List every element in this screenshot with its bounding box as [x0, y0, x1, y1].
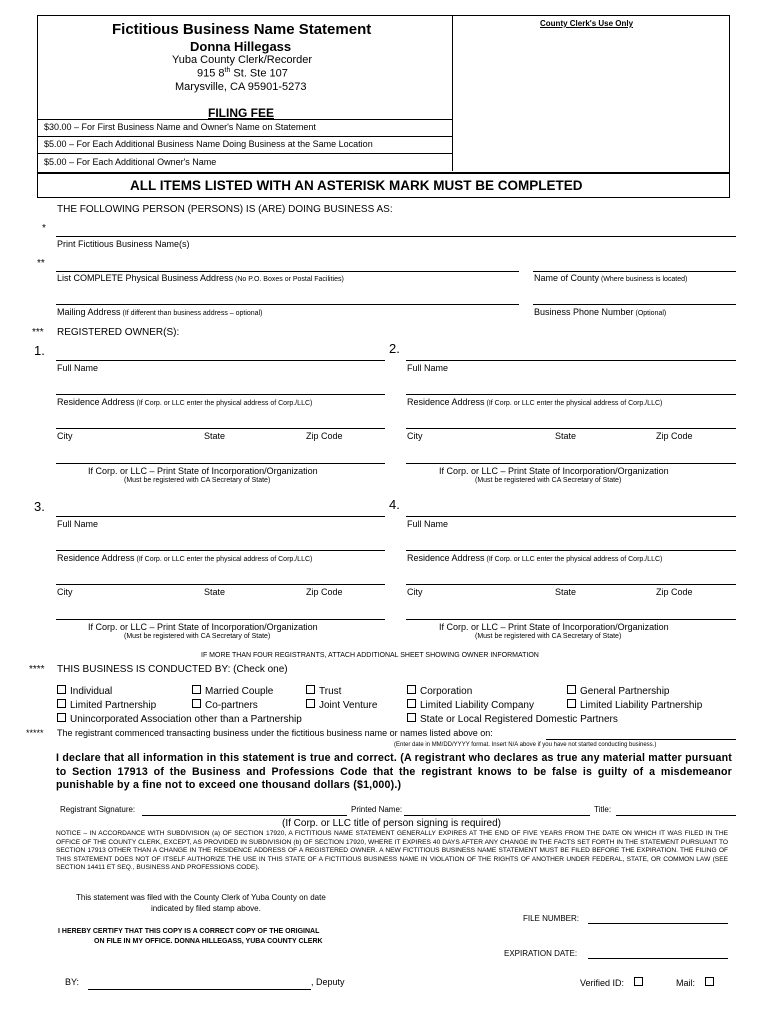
owner-3-city-label: City — [57, 587, 73, 597]
business-address-label-text: List COMPLETE Physical Business Address — [57, 273, 234, 283]
option-unincorporated-label: Unincorporated Association other than a Partnership — [70, 714, 302, 725]
deputy-label: , Deputy — [311, 977, 345, 987]
asterisk-banner: ALL ITEMS LISTED WITH AN ASTERISK MARK MUST BE COMPLETED — [130, 178, 583, 193]
office-name: Yuba County Clerk/Recorder — [172, 54, 313, 66]
owner-3-residence-label — [57, 553, 312, 563]
owner-4-residence-label — [407, 553, 662, 563]
option-limited-partnership[interactable] — [57, 699, 156, 711]
owner-4-city-line[interactable] — [406, 584, 736, 585]
owner-3-number: 3. — [34, 499, 45, 514]
checkbox-limited-partnership[interactable] — [57, 699, 66, 708]
owner-2-zip-label: Zip Code — [656, 431, 693, 441]
owner-1-incorp-note: (Must be registered with CA Secretary of State) — [124, 477, 271, 484]
owner-3-incorp-note: (Must be registered with CA Secretary of State) — [124, 633, 271, 640]
owner-2-incorp-note: (Must be registered with CA Secretary of State) — [475, 477, 622, 484]
checkbox-joint-venture[interactable] — [306, 699, 315, 708]
header-box — [37, 15, 730, 174]
address-suffix: th — [224, 67, 231, 74]
owner-3-name-line[interactable] — [56, 516, 385, 517]
option-corporation[interactable] — [407, 685, 472, 697]
owner-3-incorp-line[interactable] — [56, 619, 385, 620]
fee-item-3: $5.00 – For Each Additional Owner's Name — [44, 157, 217, 167]
commenced-text: The registrant commenced transacting business under the fictitious business name or names listed above on: — [57, 728, 493, 738]
filed-statement-line-2: indicated by filed stamp above. — [151, 904, 261, 913]
owner-2-city-label: City — [407, 431, 423, 441]
county-line[interactable] — [533, 271, 736, 272]
owner-4-incorp-line[interactable] — [406, 619, 736, 620]
asterisk-mark-1: * — [42, 223, 46, 234]
checkbox-llp[interactable] — [567, 699, 576, 708]
owners-asterisk-mark: *** — [32, 327, 44, 338]
owner-1-city-line[interactable] — [56, 428, 385, 429]
owner-2-residence-note: (If Corp. or LLC enter the physical address of Corp./LLC) — [484, 400, 663, 407]
expiration-date-line[interactable] — [588, 958, 728, 959]
verified-id-label — [580, 977, 647, 988]
filed-statement-line-1: This statement was filed with the County Clerk of Yuba County on date — [76, 893, 326, 902]
option-state-local-partners[interactable] — [407, 713, 618, 725]
fee-item-1: $30.00 – For First Business Name and Owner's Name on Statement — [44, 122, 316, 132]
owner-2-residence-label-text: Residence Address — [407, 397, 485, 407]
mailing-address-note: (If different than business address – optional) — [120, 310, 263, 317]
owner-2-city-line[interactable] — [406, 428, 736, 429]
phone-line[interactable] — [533, 304, 736, 305]
option-married-couple-label: Married Couple — [205, 686, 274, 697]
checkbox-trust[interactable] — [306, 685, 315, 694]
fee-item-2: $5.00 – For Each Additional Business Name Doing Business at the Same Location — [44, 139, 373, 149]
owner-1-number: 1. — [34, 343, 45, 358]
more-owners-note: IF MORE THAN FOUR REGISTRANTS, ATTACH ADDITIONAL SHEET SHOWING OWNER INFORMATION — [201, 652, 539, 659]
office-city: Marysville, CA 95901-5273 — [175, 81, 307, 93]
owner-1-name-line[interactable] — [56, 360, 385, 361]
fee-divider-2 — [37, 153, 453, 154]
owner-2-residence-line[interactable] — [406, 394, 736, 395]
option-llc[interactable] — [407, 699, 534, 711]
option-co-partners[interactable] — [192, 699, 258, 711]
owner-4-full-name-label: Full Name — [407, 519, 449, 529]
owner-3-zip-label: Zip Code — [306, 587, 343, 597]
owner-1-city-label: City — [57, 431, 73, 441]
file-number-line[interactable] — [588, 923, 728, 924]
mail-text: Mail: — [676, 978, 696, 988]
certify-line-2: ON FILE IN MY OFFICE. DONNA HILLEGASS, YUBA COUNTY CLERK — [94, 938, 323, 945]
clerk-vertical-divider — [452, 15, 453, 171]
option-llp[interactable] — [567, 699, 702, 711]
option-joint-venture[interactable] — [306, 699, 377, 711]
mail-label — [676, 977, 718, 988]
form-title: Fictitious Business Name Statement — [112, 21, 372, 38]
option-unincorporated[interactable] — [57, 713, 302, 725]
owner-4-incorp-label: If Corp. or LLC – Print State of Incorporation/Organization — [439, 622, 669, 632]
option-state-local-partners-label: State or Local Registered Domestic Partners — [420, 714, 618, 725]
checkbox-mail[interactable] — [705, 977, 714, 986]
conducted-by-heading: THIS BUSINESS IS CONDUCTED BY: (Check one) — [57, 664, 288, 675]
owner-4-residence-line[interactable] — [406, 550, 736, 551]
owner-1-state-label: State — [204, 431, 226, 441]
business-address-note: (No P.O. Boxes or Postal Facilities) — [233, 276, 344, 283]
registrant-signature-line[interactable] — [142, 815, 347, 816]
address-number: 915 8 — [197, 67, 225, 80]
registered-owners-heading: REGISTERED OWNER(S): — [57, 327, 180, 338]
mailing-address-label — [57, 307, 262, 317]
owner-3-city-line[interactable] — [56, 584, 385, 585]
owner-1-incorp-label: If Corp. or LLC – Print State of Incorporation/Organization — [88, 466, 318, 476]
option-trust-label: Trust — [319, 686, 342, 697]
owner-2-incorp-label: If Corp. or LLC – Print State of Incorporation/Organization — [439, 466, 669, 476]
option-married-couple[interactable] — [192, 685, 273, 697]
owner-4-city-label: City — [407, 587, 423, 597]
commenced-date-line[interactable] — [546, 739, 736, 740]
owner-2-full-name-label: Full Name — [407, 363, 449, 373]
filing-fee-heading: FILING FEE — [208, 106, 274, 120]
owner-1-full-name-label: Full Name — [57, 363, 99, 373]
declaration-text: I declare that all information in this statement is true and correct. (A registrant who declares as true any material matter pursuant to Section 17913 of the Business and Professions Code that the registrant knows to be false is guilty of a misdemeanor punishable by a fine not to exceed one thousand dollars ($1,000).) — [56, 752, 732, 792]
owner-3-residence-line[interactable] — [56, 550, 385, 551]
checkbox-corporation[interactable] — [407, 685, 416, 694]
county-label — [534, 273, 687, 283]
address-street: St. Ste 107 — [230, 67, 288, 80]
county-label-text: Name of County — [534, 273, 600, 283]
option-individual[interactable] — [57, 685, 112, 697]
checkbox-individual[interactable] — [57, 685, 66, 694]
file-number-label: FILE NUMBER: — [523, 914, 580, 923]
owner-1-incorp-line[interactable] — [56, 463, 385, 464]
owner-3-residence-label-text: Residence Address — [57, 553, 135, 563]
mailing-address-line[interactable] — [56, 304, 519, 305]
owner-3-incorp-label: If Corp. or LLC – Print State of Incorporation/Organization — [88, 622, 318, 632]
owner-1-zip-label: Zip Code — [306, 431, 343, 441]
title-label: Title: — [594, 805, 612, 814]
checkbox-unincorporated[interactable] — [57, 713, 66, 722]
phone-label — [534, 307, 666, 317]
owner-1-residence-line[interactable] — [56, 394, 385, 395]
checkbox-co-partners[interactable] — [192, 699, 201, 708]
owner-1-residence-label-text: Residence Address — [57, 397, 135, 407]
option-individual-label: Individual — [70, 686, 113, 697]
option-limited-partnership-label: Limited Partnership — [70, 700, 157, 711]
option-trust[interactable] — [306, 685, 341, 697]
checkbox-state-local-partners[interactable] — [407, 713, 416, 722]
option-general-partnership[interactable] — [567, 685, 670, 697]
checkbox-llc[interactable] — [407, 699, 416, 708]
fee-divider-top — [37, 119, 453, 120]
option-co-partners-label: Co-partners — [205, 700, 258, 711]
deputy-signature-line[interactable] — [88, 989, 311, 990]
printed-name-label: Printed Name: — [351, 805, 403, 814]
checkbox-verified-id[interactable] — [634, 977, 643, 986]
conducted-asterisk-mark: **** — [29, 664, 45, 675]
office-address — [197, 67, 288, 80]
phone-note: (Optional) — [633, 310, 667, 317]
owner-3-residence-note: (If Corp. or LLC enter the physical address of Corp./LLC) — [134, 556, 313, 563]
owner-2-incorp-line[interactable] — [406, 463, 736, 464]
option-llc-label: Limited Liability Company — [420, 700, 534, 711]
printed-name-line[interactable] — [404, 815, 590, 816]
county-note: (Where business is located) — [599, 276, 688, 283]
owner-4-residence-note: (If Corp. or LLC enter the physical address of Corp./LLC) — [484, 556, 663, 563]
owner-4-name-line[interactable] — [406, 516, 736, 517]
owner-4-incorp-note: (Must be registered with CA Secretary of State) — [475, 633, 622, 640]
title-line[interactable] — [616, 815, 736, 816]
owner-4-zip-label: Zip Code — [656, 587, 693, 597]
owner-3-full-name-label: Full Name — [57, 519, 99, 529]
owner-2-residence-label — [407, 397, 662, 407]
clerk-use-label: County Clerk's Use Only — [540, 19, 634, 28]
expiration-date-label: EXPIRATION DATE: — [504, 949, 578, 958]
commenced-note: (Enter date in MM/DD/YYYY format. Insert N/A above if you have not started conducting business.) — [394, 742, 657, 748]
option-general-partnership-label: General Partnership — [580, 686, 670, 697]
owner-2-state-label: State — [555, 431, 577, 441]
owner-3-state-label: State — [204, 587, 226, 597]
owner-4-number: 4. — [389, 497, 400, 512]
business-name-line[interactable] — [56, 236, 736, 237]
expiration-notice: NOTICE – IN ACCORDANCE WITH SUBDIVISION (a) OF SECTION 17920, A FICTITIOUS NAME STATEMENT GENERALLY EXPIRES AT THE END OF FIVE YEARS FROM THE DATE ON WHICH IT WAS FILED IN THE OFFICE OF THE COUNTY CLERK, EXCEPT, AS PROVIDED IN SUBDIVISION (b) OF SECTION 17920, WHERE IT EXPIRES 40 DAYS AFTER ANY CHANGE IN THE FACTS SET FORTH IN THE STATEMENT PURSUANT TO SECTION 17913 OTHER THAN A CHANGE IN THE RESIDENCE ADDRESS OF A REGISTERED OWNER. A NEW FICTITIOUS BUSINESS NAME STATEMENT MUST BE FILED BEFORE THE EXPIRATION. THE FILING OF THIS STATEMENT DOES NOT OF ITSELF AUTHORIZE THE USE IN THIS STATE OF A FICTITIOUS BUSINESS NAME IN VIOLATION OF THE RIGHTS OF ANOTHER UNDER FEDERAL, STATE, OR COMMON LAW (SEE SECTION 14411 ET SEQ., BUSINESS AND PROFESSIONS CODE). — [56, 830, 728, 872]
commenced-asterisk-mark: ***** — [26, 728, 44, 738]
owner-2-name-line[interactable] — [406, 360, 736, 361]
option-corporation-label: Corporation — [420, 686, 473, 697]
checkbox-married-couple[interactable] — [192, 685, 201, 694]
mailing-address-label-text: Mailing Address — [57, 307, 121, 317]
option-llp-label: Limited Liability Partnership — [580, 700, 703, 711]
fee-divider-1 — [37, 136, 453, 137]
owner-1-residence-label — [57, 397, 312, 407]
phone-label-text: Business Phone Number — [534, 307, 634, 317]
owner-2-number: 2. — [389, 341, 400, 356]
clerk-name: Donna Hillegass — [190, 39, 292, 54]
title-note: (If Corp. or LLC title of person signing is required) — [282, 818, 501, 829]
asterisk-mark-2: ** — [37, 258, 45, 269]
certify-line-1: I HEREBY CERTIFY THAT THIS COPY IS A CORRECT COPY OF THE ORIGINAL — [58, 928, 320, 935]
doing-business-as-intro: THE FOLLOWING PERSON (PERSONS) IS (ARE) DOING BUSINESS AS: — [57, 204, 393, 215]
option-joint-venture-label: Joint Venture — [319, 700, 378, 711]
verified-id-text: Verified ID: — [580, 978, 625, 988]
by-label: BY: — [65, 977, 80, 987]
registrant-signature-label: Registrant Signature: — [60, 805, 136, 814]
business-address-line[interactable] — [56, 271, 519, 272]
checkbox-general-partnership[interactable] — [567, 685, 576, 694]
owner-4-state-label: State — [555, 587, 577, 597]
business-address-label — [57, 273, 344, 283]
owner-1-residence-note: (If Corp. or LLC enter the physical address of Corp./LLC) — [134, 400, 313, 407]
business-name-label: Print Fictitious Business Name(s) — [57, 239, 190, 249]
owner-4-residence-label-text: Residence Address — [407, 553, 485, 563]
